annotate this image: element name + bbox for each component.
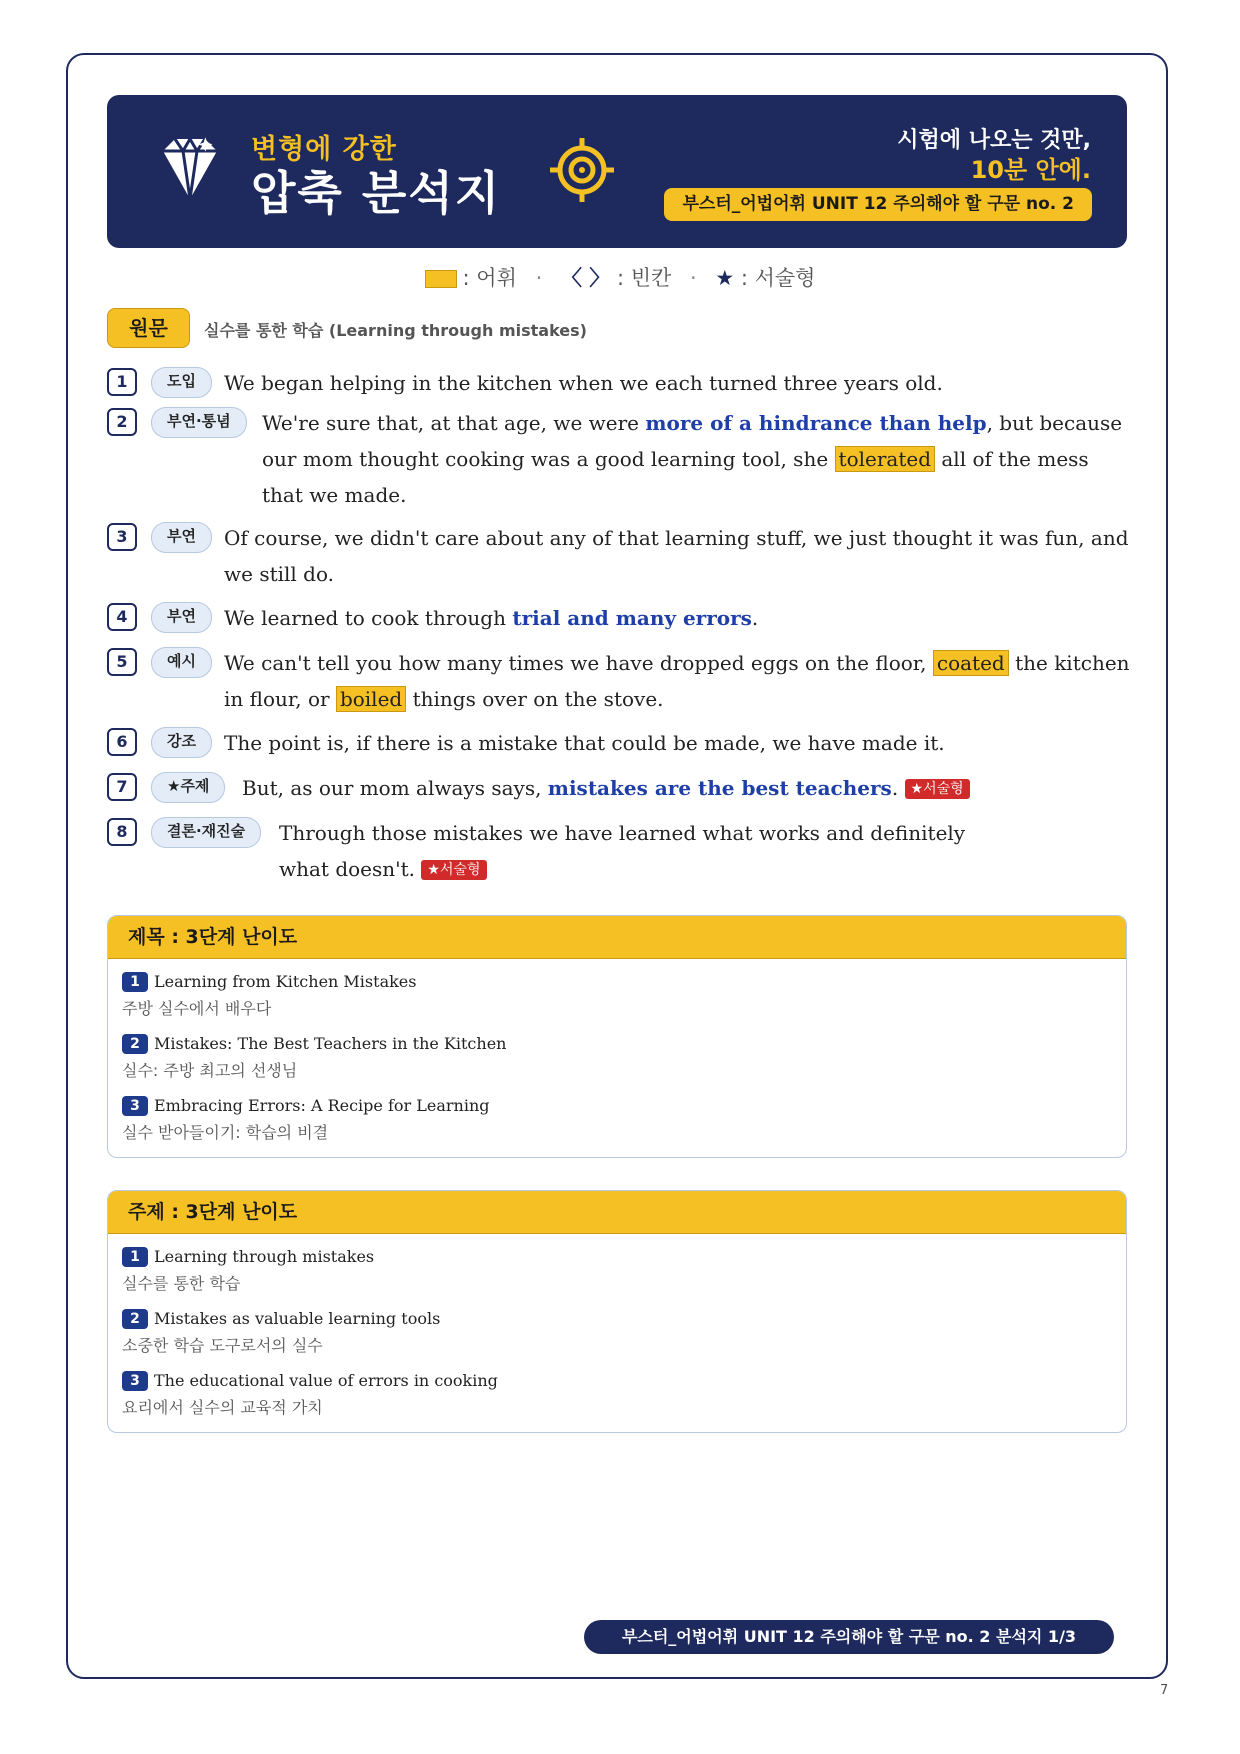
sentence-role-label: 부연 bbox=[151, 522, 212, 553]
option-korean: 소중한 학습 도구로서의 실수 bbox=[122, 1335, 323, 1355]
tagline-line2: 10분 안에. bbox=[970, 156, 1091, 184]
option-english: Embracing Errors: A Recipe for Learning bbox=[154, 1096, 490, 1115]
title-option bbox=[122, 1095, 490, 1143]
tagline-line1: 시험에 나오는 것만, bbox=[897, 128, 1091, 153]
diamond-icon bbox=[157, 137, 223, 207]
sentence-segment: . bbox=[891, 776, 905, 800]
option-number: 3 bbox=[122, 1371, 148, 1391]
sentence-number: 8 bbox=[107, 818, 137, 846]
sentence-segment: We're sure that, at that age, we were bbox=[262, 411, 646, 435]
page-number: 7 bbox=[1160, 1683, 1169, 1698]
sentence-number: 5 bbox=[107, 648, 137, 676]
sentence-segment: We learned to cook through bbox=[224, 606, 513, 630]
sentence-text bbox=[224, 645, 1130, 717]
essay-badge: ★서술형 bbox=[421, 860, 486, 880]
emphasis-phrase: more of a hindrance than help bbox=[645, 411, 987, 435]
topic-box-header: 주제 : 3단계 난이도 bbox=[108, 1191, 1126, 1234]
emphasis-phrase: mistakes are the best teachers bbox=[547, 776, 892, 800]
option-number: 2 bbox=[122, 1309, 148, 1329]
essay-badge: ★서술형 bbox=[905, 779, 970, 799]
sentence-text bbox=[224, 520, 1130, 592]
sentence-role-label: 강조 bbox=[151, 727, 212, 758]
option-korean: 주방 실수에서 배우다 bbox=[122, 998, 272, 1018]
vocab-highlight: coated bbox=[933, 650, 1009, 676]
footer-label: 부스터_어법어휘 UNIT 12 주의해야 할 구문 no. 2 분석지 1/3 bbox=[584, 1620, 1114, 1654]
sentence-text bbox=[279, 815, 990, 887]
option-english: The educational value of errors in cooking bbox=[154, 1371, 498, 1390]
target-icon bbox=[550, 138, 614, 202]
sentence-number: 2 bbox=[107, 408, 137, 436]
sentence-role-label: 결론·재진술 bbox=[151, 817, 261, 848]
sentence-segment: the kitchen in flour, or bbox=[224, 651, 1130, 711]
option-number: 3 bbox=[122, 1096, 148, 1116]
sentence-text bbox=[262, 405, 1130, 513]
sentence-segment: . bbox=[751, 606, 759, 630]
sentence-segment: Through those mistakes we have learned what works and definitely what doesn't. bbox=[279, 821, 966, 881]
sentence-text bbox=[224, 365, 1130, 401]
option-english: Mistakes as valuable learning tools bbox=[154, 1309, 441, 1328]
legend-essay: : 서술형 bbox=[740, 266, 816, 290]
legend-blank: : 빈칸 bbox=[616, 266, 672, 290]
sentence-segment: things over on the stove. bbox=[406, 687, 664, 711]
legend-vocab: : 어휘 bbox=[462, 266, 517, 290]
sentence-text bbox=[242, 770, 1130, 806]
sentence-text bbox=[224, 600, 1130, 636]
option-korean: 실수를 통한 학습 bbox=[122, 1273, 241, 1293]
sentence-text bbox=[224, 725, 1130, 761]
option-english: Mistakes: The Best Teachers in the Kitchen bbox=[154, 1034, 507, 1053]
sentence-segment: all of the mess that we made. bbox=[262, 447, 1089, 507]
original-title: 실수를 통한 학습 (Learning through mistakes) bbox=[204, 321, 587, 340]
option-korean: 실수 받아들이기: 학습의 비결 bbox=[122, 1122, 329, 1142]
sentence-segment: Of course, we didn't care about any of that learning stuff, we just thought it was fun, and we still do. bbox=[224, 526, 1129, 586]
title-option bbox=[122, 1033, 506, 1081]
option-number: 2 bbox=[122, 1034, 148, 1054]
topic-option bbox=[122, 1246, 374, 1294]
star-icon: ★ bbox=[715, 266, 735, 290]
brand-subtitle: 변형에 강한 bbox=[251, 134, 397, 165]
title-box-header: 제목 : 3단계 난이도 bbox=[108, 916, 1126, 959]
title-options-box bbox=[107, 915, 1127, 1158]
option-korean: 실수: 주방 최고의 선생님 bbox=[122, 1060, 298, 1080]
unit-label: 부스터_어법어휘 UNIT 12 주의해야 할 구문 no. 2 bbox=[664, 188, 1092, 221]
sentence-role-label: 부연·통념 bbox=[151, 407, 247, 438]
vocab-swatch bbox=[425, 270, 457, 288]
emphasis-phrase: trial and many errors bbox=[512, 606, 752, 630]
original-tag: 원문 bbox=[107, 308, 190, 348]
sentence-segment: But, as our mom always says, bbox=[242, 776, 548, 800]
topic-option bbox=[122, 1370, 498, 1418]
sentence-number: 7 bbox=[107, 773, 137, 801]
sentence-role-label: 부연 bbox=[151, 602, 212, 633]
blank-symbol: 〈 〉 bbox=[560, 266, 611, 290]
option-korean: 요리에서 실수의 교육적 가치 bbox=[122, 1397, 323, 1417]
sentence-number: 6 bbox=[107, 728, 137, 756]
brand-title: 압축 분석지 bbox=[251, 166, 502, 220]
sentence-number: 4 bbox=[107, 603, 137, 631]
option-english: Learning from Kitchen Mistakes bbox=[154, 972, 417, 991]
sentence-role-label: ★주제 bbox=[151, 772, 225, 803]
vocab-highlight: tolerated bbox=[835, 446, 935, 472]
header-banner bbox=[107, 95, 1127, 248]
sentence-segment: , but because our mom thought cooking was a good learning tool, she bbox=[262, 411, 1123, 471]
sentence-role-label: 도입 bbox=[151, 367, 212, 398]
topic-option bbox=[122, 1308, 440, 1356]
title-option bbox=[122, 971, 416, 1019]
topic-options-box bbox=[107, 1190, 1127, 1433]
vocab-highlight: boiled bbox=[336, 686, 406, 712]
sentence-segment: The point is, if there is a mistake that could be made, we have made it. bbox=[224, 731, 945, 755]
option-number: 1 bbox=[122, 972, 148, 992]
legend: : 어휘 · 〈 〉 : 빈칸 · ★ : 서술형 bbox=[0, 262, 1240, 292]
option-english: Learning through mistakes bbox=[154, 1247, 375, 1266]
sentence-number: 1 bbox=[107, 368, 137, 396]
option-number: 1 bbox=[122, 1247, 148, 1267]
sentence-segment: We can't tell you how many times we have dropped eggs on the floor, bbox=[224, 651, 933, 675]
sentence-role-label: 예시 bbox=[151, 647, 212, 678]
sentence-number: 3 bbox=[107, 523, 137, 551]
sentence-segment: We began helping in the kitchen when we each turned three years old. bbox=[224, 371, 943, 395]
